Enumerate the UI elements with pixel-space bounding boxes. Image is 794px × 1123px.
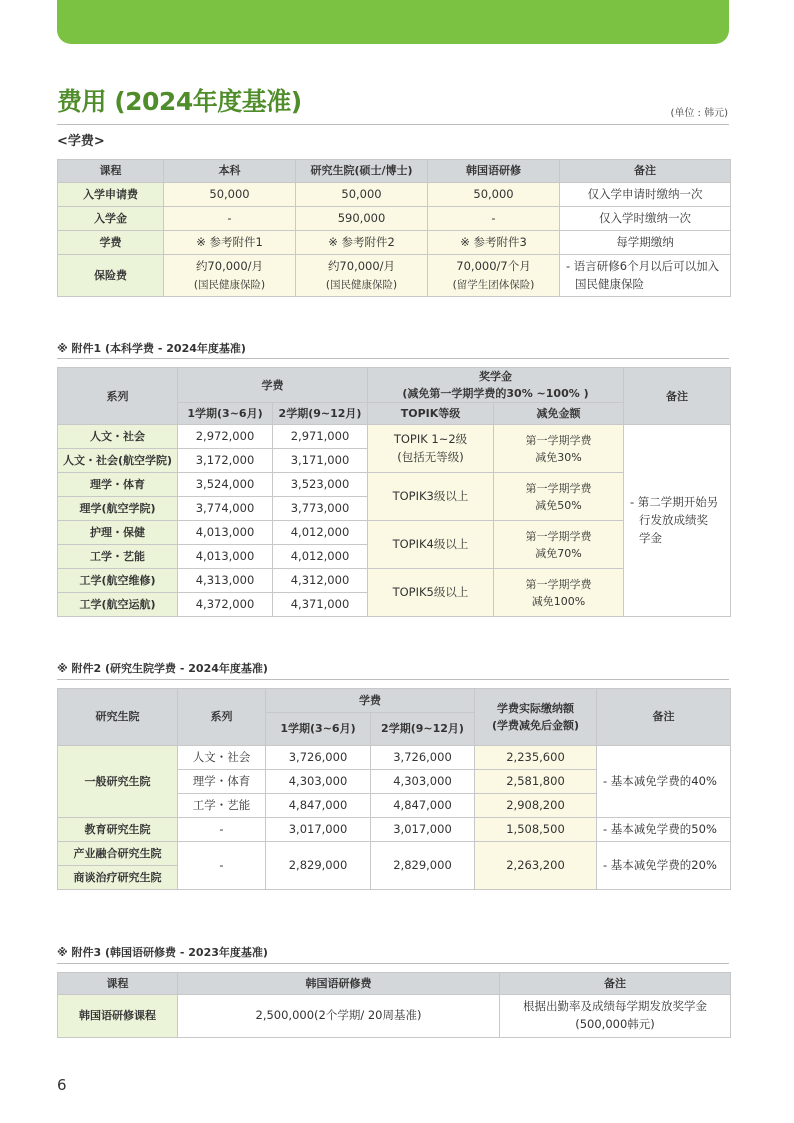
tuition-cell: 4,371,000: [273, 593, 368, 617]
actual-fee-cell: 1,508,500: [475, 818, 597, 842]
tuition-cell: 3,017,000: [266, 818, 371, 842]
col-header: 课程: [58, 160, 164, 183]
topik-cell: [368, 425, 494, 473]
fee-overview-table: [57, 159, 731, 297]
reduction-line: 第一学期学费: [525, 433, 592, 447]
col-header: 备注: [597, 689, 731, 746]
col-header: TOPIK等级: [368, 403, 494, 425]
fee-cell: ※ 参考附件1: [164, 231, 296, 255]
note-cell: 仅入学申请时缴纳一次: [560, 183, 731, 207]
tuition-cell: 2,829,000: [266, 842, 371, 890]
tuition-cell: 3,726,000: [371, 746, 475, 770]
tuition-cell: 2,829,000: [371, 842, 475, 890]
reduction-cell: [494, 473, 624, 521]
note-cell: - 基本减免学费的40%: [597, 746, 731, 818]
appendix2-title: ※ 附件2 (研究生院学费 - 2024年度基准): [57, 662, 268, 675]
note-line: - 第二学期开始另: [630, 494, 719, 509]
fee-cell: ※ 参考附件2: [296, 231, 428, 255]
graduate-tuition-table: [57, 688, 731, 890]
undergrad-tuition-table: [57, 367, 731, 617]
reduction-line: 减免100%: [531, 594, 586, 608]
series-cell: 理学・体育: [178, 770, 266, 794]
col-header: 2学期(9~12月): [371, 713, 475, 746]
actual-fee-cell: 2,908,200: [475, 794, 597, 818]
note-cell: - 基本减免学费的50%: [597, 818, 731, 842]
school-label: 一般研究生院: [58, 746, 178, 818]
fee-cell: -: [164, 207, 296, 231]
series-cell: -: [178, 842, 266, 890]
tuition-cell: 3,172,000: [178, 449, 273, 473]
note-cell: [560, 255, 731, 297]
fee-line: 70,000/7个月: [456, 258, 531, 273]
tuition-cell: 4,303,000: [371, 770, 475, 794]
fee-cell: 590,000: [296, 207, 428, 231]
note-line: 行发放成绩奖: [639, 512, 708, 527]
col-header: [475, 689, 597, 746]
tuition-cell: 3,773,000: [273, 497, 368, 521]
tuition-cell: 4,372,000: [178, 593, 273, 617]
col-header: 系列: [58, 368, 178, 425]
col-header: 减免金额: [494, 403, 624, 425]
divider-line: [57, 358, 729, 359]
tuition-cell: 3,523,000: [273, 473, 368, 497]
note-line: 国民健康保险: [575, 276, 644, 291]
series-label: 护理・保健: [58, 521, 178, 545]
fee-cell: 50,000: [428, 183, 560, 207]
row-label: 入学金: [58, 207, 164, 231]
note-cell: - 基本减免学费的20%: [597, 842, 731, 890]
col-header: 1学期(3~6月): [178, 403, 273, 425]
row-label: 入学申请费: [58, 183, 164, 207]
actual-fee-cell: 2,581,800: [475, 770, 597, 794]
tuition-cell: 3,524,000: [178, 473, 273, 497]
reduction-line: 减免50%: [535, 498, 582, 512]
fee-line: (留学生团体保险): [452, 278, 535, 291]
note-cell: [624, 425, 731, 617]
currency-unit-label: (单位 : 韩元): [670, 108, 728, 119]
appendix1-title: ※ 附件1 (本科学费 - 2024年度基准): [57, 342, 246, 355]
divider-line: [57, 124, 729, 125]
col-header: 备注: [624, 368, 731, 425]
tuition-cell: 3,774,000: [178, 497, 273, 521]
tuition-cell: 4,013,000: [178, 521, 273, 545]
tuition-cell: 4,012,000: [273, 521, 368, 545]
reduction-line: 第一学期学费: [525, 529, 592, 543]
col-header: [368, 368, 624, 403]
topik-cell: TOPIK5级以上: [368, 569, 494, 617]
series-cell: 工学・艺能: [178, 794, 266, 818]
row-label: 学费: [58, 231, 164, 255]
header-line: 奖学金: [479, 370, 512, 383]
fee-cell: [428, 255, 560, 297]
col-header: 系列: [178, 689, 266, 746]
actual-fee-cell: 2,235,600: [475, 746, 597, 770]
fee-line: 约70,000/月: [195, 258, 264, 273]
note-cell: 每学期缴纳: [560, 231, 731, 255]
fee-line: (国民健康保险): [193, 278, 266, 291]
col-header: 备注: [560, 160, 731, 183]
note-cell: [500, 995, 731, 1038]
tuition-cell: 4,313,000: [178, 569, 273, 593]
header-color-bar: [57, 0, 729, 44]
reduction-line: 第一学期学费: [525, 481, 592, 495]
actual-fee-cell: 2,263,200: [475, 842, 597, 890]
divider-line: [57, 679, 729, 680]
note-line: - 语言研修6个月以后可以加入: [566, 258, 720, 273]
reduction-cell: [494, 569, 624, 617]
tuition-cell: 2,971,000: [273, 425, 368, 449]
fee-cell: ※ 参考附件3: [428, 231, 560, 255]
fee-line: (国民健康保险): [325, 278, 398, 291]
note-line: (500,000韩元): [575, 1017, 655, 1031]
tuition-cell: 3,017,000: [371, 818, 475, 842]
col-header: 本科: [164, 160, 296, 183]
school-label: 产业融合研究生院: [58, 842, 178, 866]
col-header: 1学期(3~6月): [266, 713, 371, 746]
page-title: 费用 (2024年度基准): [57, 87, 302, 116]
note-cell: 仅入学时缴纳一次: [560, 207, 731, 231]
tuition-subtitle: <学费>: [57, 134, 105, 149]
fee-cell: 50,000: [296, 183, 428, 207]
series-cell: 人文・社会: [178, 746, 266, 770]
reduction-cell: [494, 425, 624, 473]
series-label: 人文・社会: [58, 425, 178, 449]
reduction-line: 减免30%: [535, 450, 582, 464]
school-label: 商谈治疗研究生院: [58, 866, 178, 890]
fee-line: 约70,000/月: [327, 258, 396, 273]
fee-cell: [296, 255, 428, 297]
header-line: 学费实际缴纳额: [497, 701, 574, 715]
divider-line: [57, 963, 729, 964]
series-label: 工学(航空运航): [58, 593, 178, 617]
header-line: (减免第一学期学费的30% ~100% ): [402, 387, 589, 401]
fee-cell: [164, 255, 296, 297]
tuition-cell: 3,171,000: [273, 449, 368, 473]
series-label: 人文・社会(航空学院): [58, 449, 178, 473]
tuition-cell: 4,303,000: [266, 770, 371, 794]
series-label: 理学・体育: [58, 473, 178, 497]
page-number: 6: [57, 1076, 67, 1094]
korean-course-table: [57, 972, 731, 1038]
fee-cell: 50,000: [164, 183, 296, 207]
series-label: 工学・艺能: [58, 545, 178, 569]
col-header: 韩国语研修费: [178, 973, 500, 995]
col-header: 研究生院(硕士/博士): [296, 160, 428, 183]
fee-cell: 2,500,000(2个学期/ 20周基准): [178, 995, 500, 1038]
tuition-cell: 4,013,000: [178, 545, 273, 569]
note-line: 学金: [639, 530, 662, 545]
topik-line: (包括无等级): [397, 449, 464, 464]
reduction-line: 减免70%: [535, 546, 582, 560]
col-header: 课程: [58, 973, 178, 995]
tuition-cell: 4,012,000: [273, 545, 368, 569]
col-header: 研究生院: [58, 689, 178, 746]
topik-cell: TOPIK3级以上: [368, 473, 494, 521]
col-header: 备注: [500, 973, 731, 995]
tuition-cell: 4,847,000: [371, 794, 475, 818]
tuition-cell: 4,847,000: [266, 794, 371, 818]
reduction-cell: [494, 521, 624, 569]
series-label: 工学(航空维修): [58, 569, 178, 593]
col-header: 韩国语研修: [428, 160, 560, 183]
topik-line: TOPIK 1~2级: [393, 431, 468, 446]
tuition-cell: 3,726,000: [266, 746, 371, 770]
col-header: 2学期(9~12月): [273, 403, 368, 425]
note-line: 根据出勤率及成绩每学期发放奖学金: [523, 999, 707, 1014]
course-label: 韩国语研修课程: [58, 995, 178, 1038]
school-label: 教育研究生院: [58, 818, 178, 842]
tuition-cell: 4,312,000: [273, 569, 368, 593]
col-header: 学费: [266, 689, 475, 713]
header-line: (学费减免后金额): [491, 719, 580, 732]
tuition-cell: 2,972,000: [178, 425, 273, 449]
series-cell: -: [178, 818, 266, 842]
reduction-line: 第一学期学费: [525, 577, 592, 591]
topik-cell: TOPIK4级以上: [368, 521, 494, 569]
fee-cell: -: [428, 207, 560, 231]
series-label: 理学(航空学院): [58, 497, 178, 521]
col-header: 学费: [178, 368, 368, 403]
row-label: 保险费: [58, 255, 164, 297]
appendix3-title: ※ 附件3 (韩国语研修费 - 2023年度基准): [57, 946, 268, 959]
